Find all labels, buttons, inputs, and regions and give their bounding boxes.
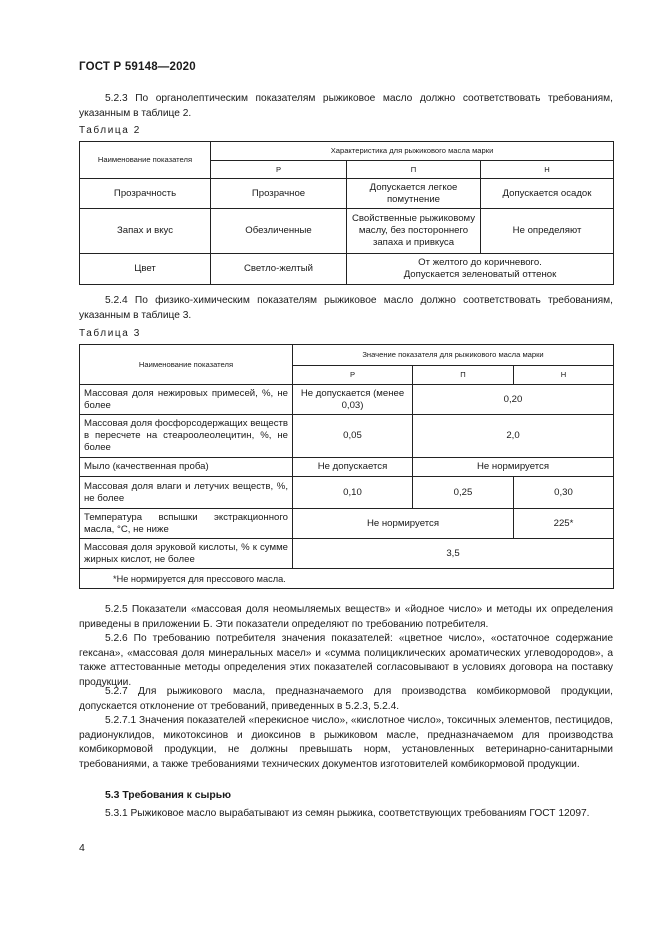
table-cell: Светло-желтый (211, 254, 347, 285)
table-cell: 0,05 (293, 415, 413, 458)
table-row (80, 385, 614, 415)
table-row (80, 477, 614, 509)
table-cell: 2,0 (413, 415, 614, 458)
table-row (80, 458, 614, 477)
table-cell: 225* (514, 509, 614, 539)
paragraph-5-2-7-1: 5.2.7.1 Значения показателей «перекисное число», «кислотное число», токсичных элементов, пестицидов, радионуклидов, микотоксинов и диоксинов в рыжиковом масле, предназначаемом для производства комбикормовой продукции, не должны превышать норм, установленных ветеринарно-санитарными требованиями, а также требованиями технических документов изготовителей комбикормовой продукции. (79, 715, 613, 770)
table-cell: Допускается легкое помутнение (347, 179, 481, 209)
table-cell: Мыло (качественная проба) (80, 458, 293, 477)
table-cell: 3,5 (293, 539, 614, 569)
table-3-grade-p: П (413, 366, 514, 385)
document-header: ГОСТ Р 59148—2020 (79, 61, 196, 73)
table-row (80, 509, 614, 539)
table-cell: 0,30 (514, 477, 614, 509)
table-3-group-header: Значение показателя для рыжикового масла марки (293, 345, 614, 366)
table-row (80, 539, 614, 569)
table-2-grade-p: П (347, 161, 481, 179)
paragraph-5-2-3: 5.2.3 По органолептическим показателям рыжиковое масло должно соответствовать требованиям, указанным в таблице 2. (79, 93, 613, 119)
table-cell: Допускается осадок (481, 179, 614, 209)
table-2-name-header: Наименование показателя (80, 142, 211, 179)
table-cell: 0,10 (293, 477, 413, 509)
table-3 (79, 344, 614, 589)
table-3-grade-n: Н (514, 366, 614, 385)
table-2-grade-r: Р (211, 161, 347, 179)
paragraph-5-2-7: 5.2.7 Для рыжикового масла, предназначаемого для производства комбикормовой продукции, допускается отклонение от требований, приведенных в 5.2.3, 5.2.4. (79, 686, 613, 712)
table-cell: Прозрачность (80, 179, 211, 209)
table-2 (79, 141, 614, 285)
table-cell: Не допускается (менее 0,03) (293, 385, 413, 415)
table-cell: Температура вспышки экстракционного масла, °С, не ниже (80, 509, 293, 539)
page-number: 4 (79, 842, 85, 854)
table-cell: 0,25 (413, 477, 514, 509)
paragraph-5-2-4: 5.2.4 По физико-химическим показателям рыжиковое масло должно соответствовать требованиям, указанным в таблице 3. (79, 295, 613, 321)
table-cell: Свойственные рыжиковому маслу, без постороннего запаха и привкуса (347, 209, 481, 254)
table-cell: Цвет (80, 254, 211, 285)
table-3-name-header: Наименование показателя (80, 345, 293, 385)
table-cell: Обезличенные (211, 209, 347, 254)
section-5-3-heading: 5.3 Требования к сырью (105, 790, 232, 801)
table-cell: Массовая доля влаги и летучих веществ, %, не более (80, 477, 293, 509)
table-cell: Не допускается (293, 458, 413, 477)
paragraph-5-2-5: 5.2.5 Показатели «массовая доля неомыляемых веществ» и «йодное число» и методы их определения приведены в приложении Б. Эти показатели определяют по требованию потребителя. (79, 604, 613, 630)
table-cell: Не определяют (481, 209, 614, 254)
table-cell: Массовая доля нежировых примесей, %, не более (80, 385, 293, 415)
table-cell: Прозрачное (211, 179, 347, 209)
table-row (80, 209, 614, 254)
table-cell: От желтого до коричневого. Допускается зеленоватый оттенок (347, 254, 614, 285)
table-2-grade-n: Н (481, 161, 614, 179)
table-cell: 0,20 (413, 385, 614, 415)
table-2-group-header: Характеристика для рыжикового масла марки (211, 142, 614, 161)
table-row (80, 254, 614, 285)
table-cell: Не нормируется (293, 509, 514, 539)
table-row (80, 569, 614, 589)
table-cell: Массовая доля эруковой кислоты, % к сумме жирных кислот, не более (80, 539, 293, 569)
table-cell: Запах и вкус (80, 209, 211, 254)
table-cell: Массовая доля фосфорсодержащих веществ в пересчете на стеароолеолецитин, %, не более (80, 415, 293, 458)
table-2-caption: Таблица 2 (79, 125, 141, 136)
paragraph-5-2-6: 5.2.6 По требованию потребителя значения показателей: «цветное число», «остаточное содержание гексана», «массовая доля минеральных масел» и «сумма полициклических ароматических углеводородов», а также аттестованные методы определения этих показателей согласовывают в условиях договора на поставку продукции. (79, 633, 613, 688)
table-3-footnote: *Не нормируется для прессового масла. (80, 569, 614, 589)
table-row (80, 415, 614, 458)
table-3-grade-r: Р (293, 366, 413, 385)
paragraph-5-3-1: 5.3.1 Рыжиковое масло вырабатывают из семян рыжика, соответствующих требованиям ГОСТ 12097. (105, 808, 590, 819)
table-3-caption: Таблица 3 (79, 328, 141, 339)
table-row (80, 179, 614, 209)
table-cell: Не нормируется (413, 458, 614, 477)
